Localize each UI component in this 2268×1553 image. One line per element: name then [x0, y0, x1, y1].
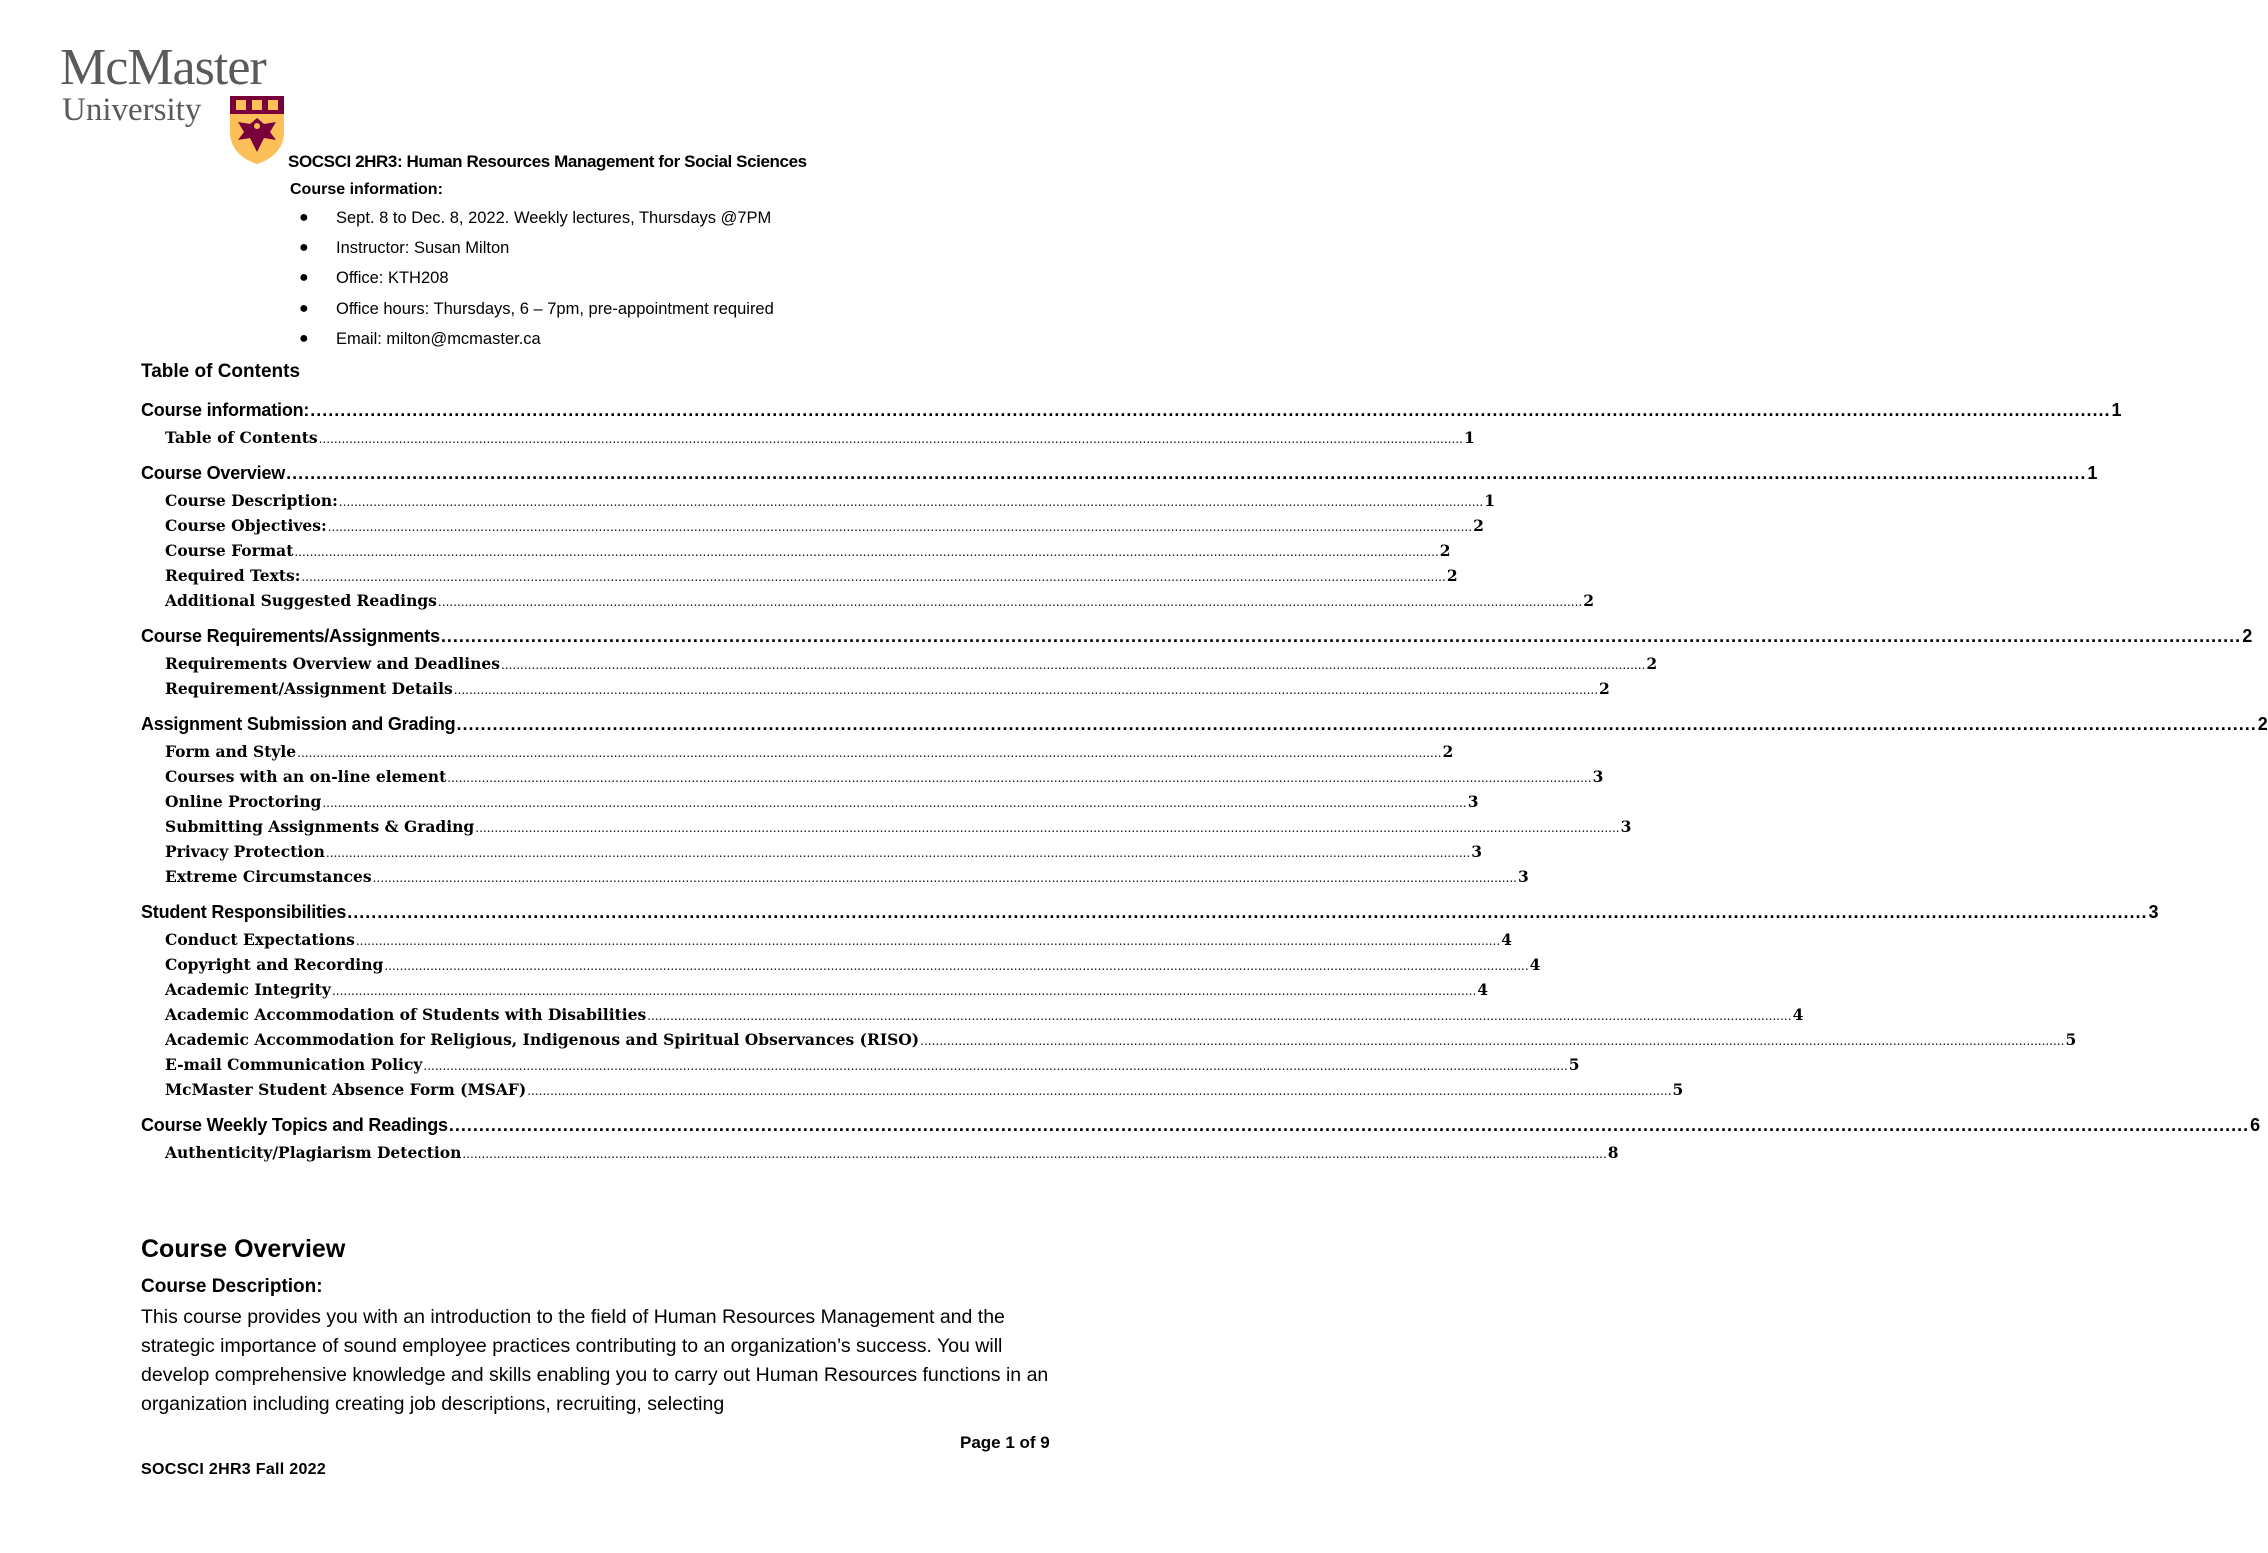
toc-entry[interactable]: [141, 867, 1529, 892]
toc-entry-page: 2: [1583, 591, 1595, 610]
toc-leader-dots: ............................................................................................................................................................................................................................................................................................................: [448, 1115, 2250, 1135]
table-of-contents: [141, 400, 2268, 1168]
toc-leader-dots: ............................................................................................................................................................................................................................................................................................................: [355, 934, 1501, 948]
toc-entry-label: Conduct Expectations: [165, 930, 355, 949]
list-item: [296, 326, 774, 356]
toc-entry-page: 2: [2242, 626, 2252, 646]
toc-entry-label: Form and Style: [165, 742, 297, 761]
toc-entry[interactable]: [141, 591, 1595, 616]
toc-leader-dots: ............................................................................................................................................................................................................................................................................................................: [325, 846, 1471, 860]
toc-entry[interactable]: [141, 1030, 2077, 1055]
mcmaster-logo: [60, 40, 300, 170]
info-text: Sept. 8 to Dec. 8, 2022. Weekly lectures, Thursdays @7PM: [336, 209, 772, 227]
toc-leader-dots: ............................................................................................................................................................................................................................................................................................................: [384, 959, 1529, 973]
toc-entry-page: 2: [1599, 679, 1610, 698]
toc-leader-dots: ............................................................................................................................................................................................................................................................................................................: [462, 1147, 1607, 1161]
toc-entry-label: Course Overview: [141, 463, 286, 483]
toc-entry-page: 3: [1592, 767, 1604, 786]
toc-leader-dots: ............................................................................................................................................................................................................................................................................................................: [920, 1034, 2065, 1048]
toc-entry-page: 1: [1463, 428, 1475, 447]
toc-leader-dots: ............................................................................................................................................................................................................................................................................................................: [301, 570, 1446, 584]
toc-entry-page: 2: [1446, 566, 1458, 585]
toc-entry-page: 4: [1529, 955, 1541, 974]
toc-entry-page: 3: [2148, 902, 2159, 922]
course-info-heading: Course information:: [290, 181, 443, 198]
toc-title: Table of Contents: [141, 361, 301, 382]
toc-entry-page: 3: [1517, 867, 1529, 886]
toc-entry-label: Course Requirements/Assignments: [141, 626, 440, 646]
toc-entry-page: 5: [1568, 1055, 1580, 1074]
page-number: Page 1 of 9: [960, 1433, 1050, 1452]
toc-entry[interactable]: [141, 516, 1484, 541]
toc-entry-label: Required Texts:: [165, 566, 301, 585]
toc-entry[interactable]: [141, 1143, 1619, 1168]
toc-entry-label: Course Objectives:: [165, 516, 327, 535]
toc-entry[interactable]: [141, 817, 1632, 842]
toc-entry-page: 1: [2087, 463, 2098, 483]
toc-entry-page: 3: [1467, 792, 1479, 811]
list-item: [296, 205, 774, 235]
toc-entry[interactable]: [141, 400, 2122, 428]
bullet-icon: ●: [299, 329, 309, 347]
toc-leader-dots: ............................................................................................................................................................................................................................................................................................................: [297, 746, 1442, 760]
toc-entry[interactable]: [141, 902, 2159, 930]
toc-entry-label: Course Format: [165, 541, 294, 560]
toc-entry-label: Academic Accommodation of Students with Disabilities: [165, 1005, 647, 1024]
toc-entry-label: Course information:: [141, 400, 310, 420]
toc-entry-page: 3: [1620, 817, 1632, 836]
bullet-icon: ●: [299, 239, 309, 257]
toc-leader-dots: ............................................................................................................................................................................................................................................................................................................: [310, 400, 2111, 420]
toc-leader-dots: ............................................................................................................................................................................................................................................................................................................: [423, 1059, 1568, 1073]
toc-entry-page: 4: [1477, 980, 1489, 999]
toc-leader-dots: ............................................................................................................................................................................................................................................................................................................: [286, 463, 2087, 483]
toc-entry-page: 2: [2257, 714, 2268, 734]
toc-leader-dots: ............................................................................................................................................................................................................................................................................................................: [372, 871, 1517, 885]
list-item: [296, 235, 774, 265]
toc-entry-label: McMaster Student Absence Form (MSAF): [165, 1080, 527, 1099]
toc-leader-dots: ............................................................................................................................................................................................................................................................................................................: [456, 714, 2257, 734]
toc-entry[interactable]: [141, 1115, 2260, 1143]
toc-entry[interactable]: [141, 714, 2268, 742]
toc-leader-dots: ............................................................................................................................................................................................................................................................................................................: [347, 902, 2148, 922]
toc-entry-page: 1: [1484, 491, 1495, 510]
toc-entry[interactable]: [141, 1055, 1580, 1080]
footer: SOCSCI 2HR3 Fall 2022: [141, 1461, 327, 1478]
toc-leader-dots: ............................................................................................................................................................................................................................................................................................................: [327, 520, 1473, 534]
info-text: Office hours: Thursdays, 6 – 7pm, pre-appointment required: [336, 299, 774, 318]
toc-entry[interactable]: [141, 626, 2252, 654]
toc-entry-page: 2: [1442, 742, 1454, 761]
list-item: [296, 296, 774, 326]
bullet-icon: ●: [299, 209, 309, 226]
toc-entry[interactable]: [141, 742, 1454, 767]
toc-entry-page: 4: [1501, 930, 1512, 949]
toc-entry-page: 2: [1439, 541, 1451, 560]
description-paragraph: This course provides you with an introduction to the field of Human Resources Management and the strategic importance of sound employee practices contributing to an organization’s success. You will develop comprehensive knowledge and skills enabling you to carry out Human Resources functions in an organization including creating job descriptions, recruiting, selecting: [141, 1306, 1049, 1415]
description-heading: Course Description:: [141, 1276, 323, 1297]
toc-entry[interactable]: [141, 463, 2098, 491]
toc-entry[interactable]: [141, 842, 1483, 867]
toc-entry-label: Online Proctoring: [165, 792, 322, 811]
toc-leader-dots: ............................................................................................................................................................................................................................................................................................................: [647, 1009, 1792, 1023]
crest-icon: [228, 94, 286, 166]
toc-leader-dots: ............................................................................................................................................................................................................................................................................................................: [294, 545, 1439, 559]
toc-entry[interactable]: [141, 541, 1451, 566]
toc-entry-label: Academic Accommodation for Religious, Indigenous and Spiritual Observances (RISO): [165, 1030, 920, 1049]
toc-entry[interactable]: [141, 491, 1495, 516]
course-title: SOCSCI 2HR3: Human Resources Management for Social Sciences: [288, 152, 807, 171]
info-text: Instructor: Susan Milton: [336, 239, 510, 258]
toc-entry-page: 5: [1672, 1080, 1684, 1099]
toc-entry-label: Assignment Submission and Grading: [141, 714, 456, 734]
toc-entry[interactable]: [141, 428, 1475, 453]
toc-entry-page: 2: [1646, 654, 1658, 673]
toc-entry-page: 8: [1607, 1143, 1619, 1162]
toc-entry-label: Submitting Assignments & Grading: [165, 817, 475, 836]
toc-entry-label: Academic Integrity: [165, 980, 331, 999]
toc-leader-dots: ............................................................................................................................................................................................................................................................................................................: [338, 495, 1484, 509]
toc-entry[interactable]: [141, 1080, 1684, 1105]
course-info-list: [296, 205, 774, 356]
toc-entry-label: Privacy Protection: [165, 842, 325, 861]
toc-entry-label: Course Description:: [165, 491, 338, 510]
toc-leader-dots: ............................................................................................................................................................................................................................................................................................................: [500, 658, 1646, 672]
toc-entry[interactable]: [141, 767, 1604, 792]
toc-entry[interactable]: [141, 930, 1512, 955]
logo-wordmark-mcmaster: McMaster: [60, 39, 266, 96]
toc-leader-dots: ............................................................................................................................................................................................................................................................................................................: [318, 432, 1463, 446]
toc-leader-dots: ............................................................................................................................................................................................................................................................................................................: [527, 1084, 1672, 1098]
toc-leader-dots: ............................................................................................................................................................................................................................................................................................................: [322, 796, 1467, 810]
toc-entry-label: Copyright and Recording: [165, 955, 384, 974]
toc-entry-label: Authenticity/Plagiarism Detection: [165, 1143, 462, 1162]
toc-leader-dots: ............................................................................................................................................................................................................................................................................................................: [453, 683, 1599, 697]
toc-entry-label: Additional Suggested Readings: [165, 591, 437, 610]
toc-entry-label: Courses with an on-line element: [165, 767, 447, 786]
toc-entry-label: Table of Contents: [165, 428, 318, 447]
toc-leader-dots: ............................................................................................................................................................................................................................................................................................................: [331, 984, 1477, 998]
bullet-icon: ●: [299, 269, 309, 287]
toc-entry[interactable]: [141, 1005, 1804, 1030]
toc-entry-label: Extreme Circumstances: [165, 867, 372, 886]
toc-leader-dots: ............................................................................................................................................................................................................................................................................................................: [440, 626, 2242, 646]
toc-entry[interactable]: [141, 980, 1489, 1005]
toc-entry-page: 4: [1792, 1005, 1804, 1024]
toc-entry-page: 6: [2250, 1115, 2260, 1135]
toc-entry-label: Requirements Overview and Deadlines: [165, 654, 500, 673]
overview-heading: Course Overview: [141, 1235, 346, 1263]
toc-entry[interactable]: [141, 679, 1610, 704]
toc-entry-label: Student Responsibilities: [141, 902, 347, 922]
toc-entry[interactable]: [141, 792, 1479, 817]
toc-entry[interactable]: [141, 955, 1541, 980]
toc-leader-dots: ............................................................................................................................................................................................................................................................................................................: [447, 771, 1592, 785]
info-text: Office: KTH208: [336, 269, 449, 288]
toc-entry[interactable]: [141, 566, 1458, 591]
toc-entry-page: 2: [1473, 516, 1484, 535]
toc-entry-page: 3: [1471, 842, 1483, 861]
toc-entry-page: 5: [2065, 1030, 2077, 1049]
toc-entry[interactable]: [141, 654, 1658, 679]
info-text: Email: milton@mcmaster.ca: [336, 329, 541, 348]
toc-leader-dots: ............................................................................................................................................................................................................................................................................................................: [437, 595, 1583, 609]
bullet-icon: ●: [299, 299, 309, 317]
toc-entry-page: 1: [2111, 400, 2122, 420]
toc-leader-dots: ............................................................................................................................................................................................................................................................................................................: [475, 821, 1620, 835]
toc-entry-label: Requirement/Assignment Details: [165, 679, 453, 698]
toc-entry-label: E-mail Communication Policy: [165, 1055, 423, 1074]
toc-entry-label: Course Weekly Topics and Readings: [141, 1115, 448, 1135]
list-item: [296, 265, 774, 295]
logo-wordmark-university: University: [62, 92, 202, 128]
